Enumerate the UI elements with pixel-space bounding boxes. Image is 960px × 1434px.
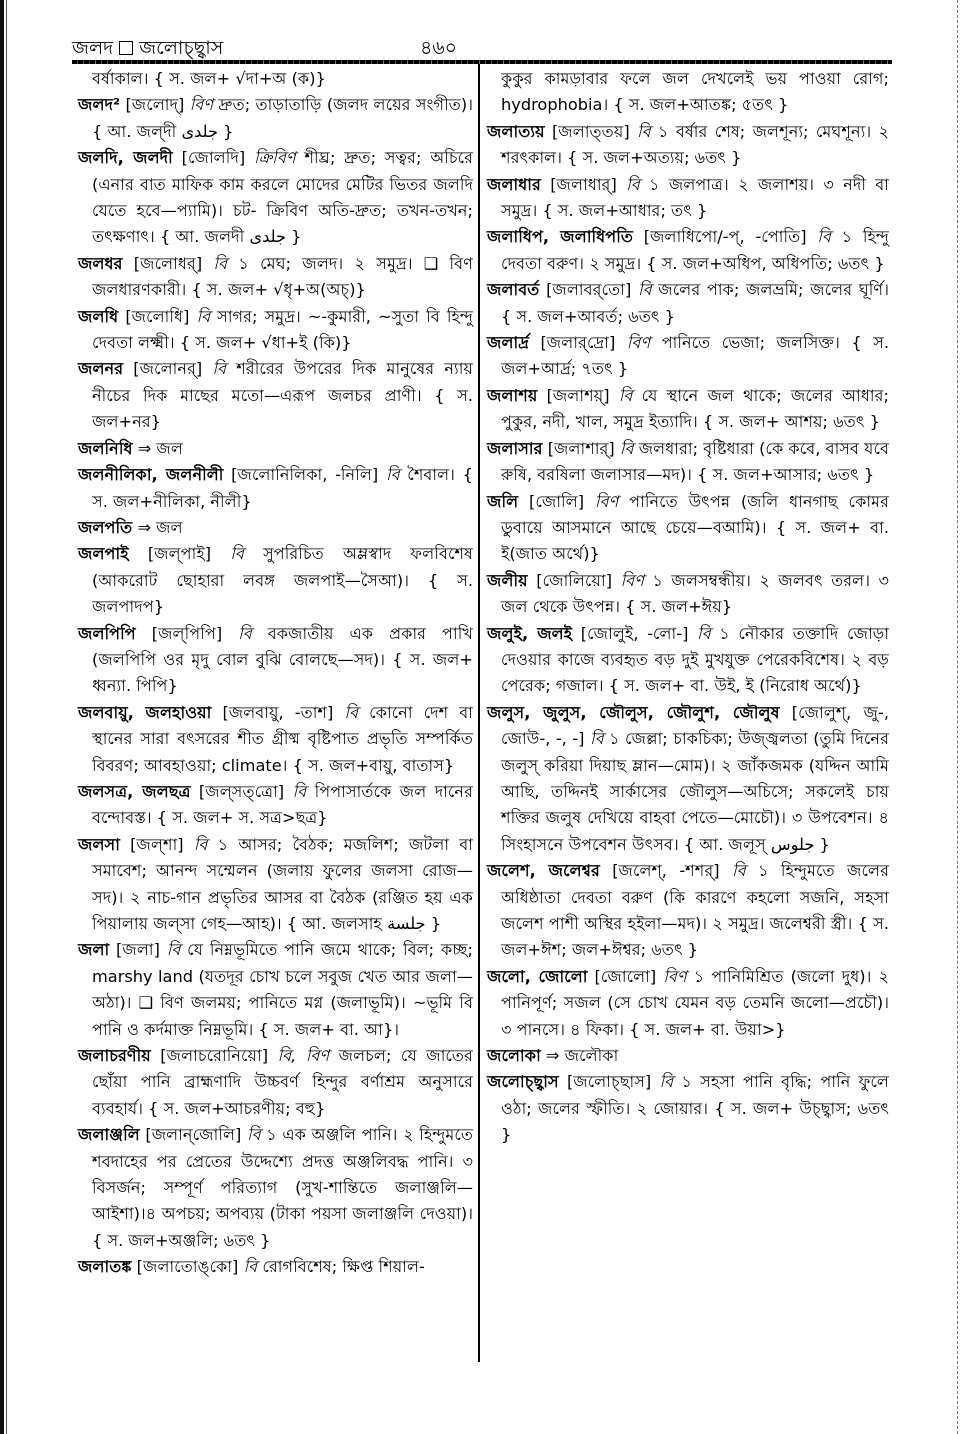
- entry-part-of-speech: বি: [243, 1257, 258, 1277]
- entry-definition: পিপাসার্তকে জল দানের বন্দোবস্ত। { স. জল+ স. সত্র>ছত্র}: [92, 781, 473, 828]
- entry-pronunciation: [জোলুশ্‌, জু-, জোউ-, -, -]: [501, 702, 889, 749]
- entry-pronunciation: [জোলদি]: [181, 148, 246, 168]
- entry-pronunciation: [জলাবর্‌তো]: [546, 280, 632, 300]
- entry-pronunciation: [জলা]: [116, 940, 160, 960]
- entry-definition: সুপরিচিত অম্লস্বাদ ফলবিশেষ (আকরোট ছোহারা লবঙ্গ জলপাই—সৈআ)। { স. জলপাদপ}: [92, 544, 473, 617]
- entry-headword: জলাতঙ্ক: [78, 1257, 132, 1277]
- entry-pronunciation: [জলোদ্]: [125, 95, 185, 115]
- entry-definition: যে স্থানে জল থাকে; জলের আধার; পুকুর, নদী, খাল, সমুদ্র ইত্যাদি। { স. জল+ আশয়; ৬তৎ }: [501, 385, 889, 432]
- entry-definition: যে নিম্নভূমিতে পানি জমে থাকে; বিল; কচ্ছ; marshy land (যতদূর চোখ চলে সবুজ খেত আর জলা—অঠা)। ❑ বিণ জলময়; পানিতে মগ্ন (জলাভূমি)। ~ভূমি বি পানি ও কর্দমাক্ত নিম্নভূমি। { স. জল+ বা. আ}।: [92, 940, 473, 1039]
- entry-part-of-speech: বি: [817, 227, 831, 247]
- entry-part-of-speech: বি: [246, 1125, 261, 1145]
- entry-headword: জলাসার: [487, 438, 543, 458]
- entry-definition: শরীরের উপরের দিক মানুষের ন্যায় নীচের দিক মাছের মতো—এরূপ জলচর প্রাণী। { স. জল+নর}: [92, 359, 473, 432]
- dictionary-entry: [487, 383, 889, 436]
- entry-definition: ১ বর্ষার শেষ; জলশূন্য; মেঘশূন্য। ২ শরৎকাল। { স. জল+অত্যয়; ৬তৎ }: [501, 121, 889, 168]
- entry-part-of-speech: বিণ: [594, 491, 619, 511]
- dictionary-entry: [487, 964, 889, 1043]
- entry-headword: জলাধিপ, জলাধিপতি: [487, 227, 634, 247]
- header-rule: [72, 60, 892, 64]
- entry-headword: জলধি: [78, 306, 119, 326]
- entry-pronunciation: [জলোধর্]: [133, 253, 203, 273]
- entry-definition: জলধারা; বৃষ্টিধারা (কে কবে, বাসব যবে রুষি, বরষিলা জলাসার—মদ)। { স. জল+আসার; ৬তৎ }: [501, 438, 889, 485]
- entry-definition: কুকুর কামড়াবার ফলে জল দেখলেই ভয় পাওয়া রোগ; hydrophobia। { স. জল+আতঙ্ক; ৫তৎ }: [501, 69, 889, 115]
- entry-pronunciation: [জলাশার্]: [547, 438, 615, 458]
- entry-definition: সাগর; সমুদ্র। ~-কুমারী, ~সুতা বি হিন্দু দেবতা লক্ষ্মী। { স. জল+ √ধা+ই (কি)}: [92, 306, 473, 353]
- dictionary-entry: [78, 1254, 473, 1280]
- entry-definition: ১ জেল্লা; চাকচিক্য; উজ্জ্বলতা (তুমি দিনের জলুস্ করিয়া দিয়াছ ম্লান—মোম)। ২ জাঁকজমক (যদ্দিন আমি আছি, তদ্দিনই সার্কাসের জৌলুস—অচিসে; সকলেই চায় শক্তির জলুষ দেখিয়ে বাহবা পেতে—মোচৌ)। ৩ উপবেশন। ৪ সিংহাসনে উপবেশন উৎসব। { আ. জলূস্ جلوس }: [501, 729, 889, 854]
- entry-headword: জলার্দ্র: [487, 333, 529, 353]
- entry-part-of-speech: বি: [659, 1072, 674, 1092]
- dictionary-entry: [78, 832, 473, 938]
- entry-part-of-speech: বি: [230, 544, 244, 564]
- entry-definition: ⇒ জল: [137, 517, 183, 537]
- entry-pronunciation: [জলাধার্]: [550, 174, 617, 194]
- entry-definition: ⇒ জলৌকা: [545, 1046, 619, 1066]
- entry-pronunciation: [জলাশয়্]: [546, 385, 610, 405]
- page-header: [72, 36, 892, 60]
- guide-word-last: জলোচ্ছ্বাস: [139, 37, 224, 59]
- entry-pronunciation: [জলাচরোনিয়ো]: [160, 1046, 269, 1066]
- entry-headword: জলাঞ্জলি: [78, 1125, 140, 1145]
- entry-part-of-speech: বি: [637, 280, 652, 300]
- entry-headword: জলপতি: [78, 517, 133, 537]
- entry-headword: জলদ²: [78, 95, 121, 115]
- entry-headword: জলসত্র, জলছত্র: [78, 781, 191, 801]
- dictionary-entry: [487, 489, 889, 568]
- dictionary-entry: [78, 1043, 473, 1122]
- entry-headword: জলাধার: [487, 174, 541, 194]
- dictionary-entry: [78, 356, 473, 435]
- guide-words: [72, 36, 223, 60]
- entry-pronunciation: [জোলুই, -লো-]: [580, 623, 689, 643]
- entry-headword: জলনিধি: [78, 438, 133, 458]
- dictionary-entry: [487, 1043, 889, 1069]
- entry-pronunciation: [জলাতোঙ্‌কো]: [136, 1257, 239, 1277]
- entry-pronunciation: [জলাধিপো/-প্‌, -পোতি]: [643, 227, 807, 247]
- entry-pronunciation: [জল্‌পিপি]: [151, 623, 223, 643]
- entry-headword: জলুই, জলই: [487, 623, 573, 643]
- entry-pronunciation: [জলোনিলিকা, -নিলি]: [231, 465, 379, 485]
- entry-headword: জলোচ্ছ্বাস: [487, 1072, 559, 1092]
- entry-definition: ১ হিন্দুমতে জলের অধিষ্ঠাতা দেবতা বরুণ (কি কারণে কহলো সজনি, সহসা জলেশ পাশী অস্থির হইলা—মদ)। ২ সমুদ্র। জলেশ্বরী স্ত্রী। { স. জল+ঈশ; জল+ঈশ্বর; ৬তৎ }: [501, 861, 889, 960]
- entry-headword: জলা: [78, 940, 110, 960]
- entry-part-of-speech: বি: [385, 465, 400, 485]
- entry-part-of-speech: ক্রিবিণ: [254, 148, 296, 168]
- entry-part-of-speech: বি: [589, 729, 604, 749]
- dictionary-entry: [487, 277, 889, 330]
- dictionary-entry: [487, 436, 889, 489]
- dictionary-entry: [487, 330, 889, 383]
- entry-part-of-speech: বি: [697, 623, 711, 643]
- entry-pronunciation: [জোলি]: [529, 491, 585, 511]
- dictionary-entry: [487, 224, 889, 277]
- entry-headword: জলনীলিকা, জলনীলী: [78, 465, 224, 485]
- entry-part-of-speech: বি: [213, 253, 228, 273]
- entry-continuation: [78, 66, 473, 92]
- scan-left-edge-line: [6, 0, 7, 1434]
- entry-headword: জলদি, জলদী: [78, 148, 173, 168]
- entry-part-of-speech: বিণ: [663, 966, 687, 986]
- dictionary-entry: [78, 515, 473, 541]
- dictionary-entry: [487, 568, 889, 621]
- entry-definition: দ্রুত; তাড়াতাড়ি (জলদ লয়ের সংগীত)। { আ. জল্‌দী جلدی }: [92, 95, 473, 141]
- column-divider: [478, 64, 480, 1362]
- dictionary-entry: [78, 700, 473, 779]
- entry-definition: ১ জলসম্বন্ধীয়। ২ জলবৎ তরল। ৩ জল থেকে উৎপন্ন। { স. জল+ঈয়}: [501, 570, 889, 617]
- entry-part-of-speech: বি: [344, 702, 359, 722]
- dictionary-entry: [487, 172, 889, 225]
- entry-continuation: [487, 66, 889, 119]
- entry-definition: ১ নৌকার তক্তাদি জোড়া দেওয়ার কাজে ব্যবহৃত বড় দুই মুখযুক্ত পেরেকবিশেষ। ২ বড় পেরেক; গজাল। { স. জল+ বা. উই, ই (নিরোধ অর্থে)}: [501, 623, 890, 696]
- entry-definition: ১ আসর; বৈঠক; মজলিশ; জটলা বা সমাবেশ; আনন্দ সম্মেলন (জলায় ফুলের জলসা রোজ—সদ)। ২ নাচ-গান প্রভৃতির আসর বা বৈঠক (রঞ্জিত হয় এক পিয়ালায় জল্‌সা গেহ—আহ)। { আ. জলসাহ جلسة }: [92, 834, 473, 933]
- entry-pronunciation: [জলাত্‌তয়]: [551, 121, 630, 141]
- dictionary-entry: [487, 858, 889, 964]
- entry-definition: রোগবিশেষ; ক্ষিপ্ত শিয়াল-: [262, 1257, 425, 1277]
- scan-left-edge: [0, 0, 4, 1434]
- entry-part-of-speech: বি: [731, 861, 746, 881]
- left-column: [78, 66, 473, 1281]
- entry-part-of-speech: বিণ: [620, 570, 644, 590]
- entry-headword: জলাবর্ত: [487, 280, 540, 300]
- entry-definition: ১ হিন্দু দেবতা বরুণ। ২ সমুদ্র। { স. জল+অধিপ, অধিপতি; ৬তৎ }: [501, 227, 890, 273]
- scan-right-edge: [956, 0, 958, 1434]
- entry-part-of-speech: বি: [212, 359, 227, 379]
- entry-definition: জলের পাক; জলভ্রমি; জলের ঘূর্ণি। { স. জল+আবর্ত; ৬তৎ }: [501, 280, 889, 326]
- entry-headword: জলেশ, জলেশ্বর: [487, 861, 600, 881]
- entry-part-of-speech: বি: [166, 940, 181, 960]
- dictionary-entry: [78, 251, 473, 304]
- entry-definition: বকজাতীয় এক প্রকার পাখি (জলপিপি ওর মৃদু বোল বুঝি বোলছে—সদ)। { স. জল+ ধ্বন্যা. পিপি}: [92, 623, 473, 696]
- entry-part-of-speech: বি: [193, 834, 208, 854]
- entry-pronunciation: [জোলো]: [594, 966, 657, 986]
- entry-part-of-speech: বি: [196, 306, 211, 326]
- page-number: ৪৬০: [420, 37, 458, 59]
- entry-definition: শীঘ্র; দ্রুত; সত্বর; অচিরে (এনার বাত মাফিক কাম করলে মোদের মেটির ভিতর জলদি যেতে হবে—প্যামি)। চট- ক্রিবিণ অতি-দ্রুত; তখন-তখন; তৎক্ষণাৎ। { আ. জলদী جلدی }: [92, 148, 473, 247]
- dictionary-entry: [487, 1069, 889, 1148]
- entry-pronunciation: [জল্‌শা]: [130, 834, 184, 854]
- dictionary-entry: [78, 145, 473, 251]
- dictionary-entry: [487, 119, 889, 172]
- entry-definition: পানিতে উৎপন্ন (জলি ধানগাছ কোমর ডুবায়ে আসমানে আছে চেয়ে—বআমি)। { স. জল+ বা. ই(জাত অর্থে)}: [501, 491, 889, 564]
- entry-definition: ১ পানিমিশ্রিত (জলো দুধ)। ২ পানিপূর্ণ; সজল (সে চোখ যেমন বড় তেমনি জলো—প্রচৌ)। ৩ পানসে। ৪ ফিকা। { স. জল+ বা. উয়া>}: [501, 966, 889, 1039]
- dictionary-entry: [487, 621, 889, 700]
- guide-separator-box-icon: [119, 41, 133, 55]
- entry-part-of-speech: বিণ: [626, 333, 651, 353]
- entry-headword: জলনর: [78, 359, 124, 379]
- entry-pronunciation: [জলবায়ু, -তাশ]: [222, 702, 334, 722]
- dictionary-entry: [78, 304, 473, 357]
- entry-headword: জলাশয়: [487, 385, 538, 405]
- entry-pronunciation: [জলোনর্]: [133, 359, 203, 379]
- dictionary-entry: [78, 436, 473, 462]
- entry-headword: জলপিপি: [78, 623, 136, 643]
- entry-definition: ১ সহসা পানি বৃদ্ধি; পানি ফুলে ওঠা; জলের স্ফীতি। ২ জোয়ার। { স. জল+ উচ্ছ্বাস; ৬তৎ }: [501, 1072, 889, 1145]
- entry-pronunciation: [জলার্‌দ্রো]: [540, 333, 616, 353]
- entry-part-of-speech: বি: [238, 623, 252, 643]
- entry-headword: জলসা: [78, 834, 120, 854]
- entry-headword: জলীয়: [487, 570, 528, 590]
- entry-headword: জলধর: [78, 253, 123, 273]
- entry-pronunciation: [জলেশ্‌, -শশর্]: [612, 861, 720, 881]
- dictionary-entry: [78, 92, 473, 145]
- entry-headword: জলাচরণীয়: [78, 1046, 151, 1066]
- guide-word-first: জলদ: [72, 37, 114, 59]
- dictionary-entry: [487, 700, 889, 858]
- entry-definition: ১ মেঘ; জলদ। ২ সমুদ্র। ❑ বিণ জলধারণকারী। { স. জল+ √ধৃ+অ(অচ্)}: [92, 253, 473, 300]
- entry-headword: জলি: [487, 491, 519, 511]
- entry-headword: জলোকা: [487, 1046, 541, 1066]
- entry-pronunciation: [জোলিয়ো]: [536, 570, 613, 590]
- entry-definition: শৈবাল। { স. জল+নীলিকা, নীলী}: [92, 465, 473, 511]
- right-column: [487, 66, 889, 1149]
- entry-pronunciation: [জলোধি]: [125, 306, 190, 326]
- entry-part-of-speech: বিণ: [189, 95, 214, 115]
- dictionary-entry: [78, 541, 473, 620]
- entry-definition: ১ এক অঞ্জলি পানি। ২ হিন্দুমতে শবদাহের পর প্রেতের উদ্দেশ্যে প্রদত্ত অঞ্জলিবদ্ধ পানি। ৩ বিসর্জন; সম্পূর্ণ পরিত্যাগ (সুখ-শান্তিতে জলাঞ্জলি—আইশা)।৪ অপচয়; অপব্যয় (টাকা পয়সা জলাঞ্জলি দেওয়া)। { স. জল+অঞ্জলি; ৬তৎ }: [92, 1125, 473, 1250]
- entry-part-of-speech: বি: [618, 385, 633, 405]
- entry-pronunciation: [জলান্‌জোলি]: [145, 1125, 242, 1145]
- entry-part-of-speech: বি: [619, 438, 634, 458]
- dictionary-entry: [78, 779, 473, 832]
- entry-part-of-speech: বি, বিণ: [277, 1046, 330, 1066]
- dictionary-entry: [78, 1122, 473, 1254]
- dictionary-entry: [78, 937, 473, 1043]
- entry-headword: জলপাই: [78, 544, 129, 564]
- entry-definition: পানিতে ভেজা; জলসিক্ত। { স. জল+আর্দ্র; ৭তৎ }: [501, 333, 889, 379]
- entry-part-of-speech: বি: [637, 121, 651, 141]
- entry-definition: ১ জলপাত্র। ২ জলাশয়। ৩ নদী বা সমুদ্র। { স. জল+আধার; তৎ }: [501, 174, 889, 221]
- entry-pronunciation: [জল্‌পাই]: [147, 544, 212, 564]
- entry-part-of-speech: বি: [626, 174, 640, 194]
- entry-headword: জলুস, জুলুস, জৌলুস, জৌলুশ, জৌলুষ: [487, 702, 780, 722]
- entry-definition: কোনো দেশ বা স্থানের সারা বৎসরের শীত গ্রীষ্ম বৃষ্টিপাত প্রভৃতি সম্পর্কিত বিবরণ; আবহাওয়া; climate। { স. জল+বায়ু, বাতাস}: [92, 702, 473, 775]
- entry-pronunciation: [জলোচ্‌ছাস]: [566, 1072, 652, 1092]
- entry-definition: জলচল; যে জাতের ছোঁয়া পানি ব্রাহ্মণাদি উচ্চবর্ণ হিন্দুর বর্ণাশ্রম অনুসারে ব্যবহার্য। { স. জল+আচরণীয়; বহু}: [92, 1046, 473, 1118]
- entry-definition: ⇒ জল: [137, 438, 183, 458]
- entry-pronunciation: [জল্‌সত্‌ত্রো]: [198, 781, 285, 801]
- dictionary-entry: [78, 462, 473, 515]
- entry-definition: বর্ষাকাল। { স. জল+ √দা+অ (ক)}: [92, 69, 326, 88]
- entry-part-of-speech: বি: [292, 781, 307, 801]
- entry-headword: জলো, জোলো: [487, 966, 588, 986]
- dictionary-entry: [78, 621, 473, 700]
- entry-headword: জলবায়ু, জলহাওয়া: [78, 702, 212, 722]
- entry-headword: জলাত্যয়: [487, 121, 545, 141]
